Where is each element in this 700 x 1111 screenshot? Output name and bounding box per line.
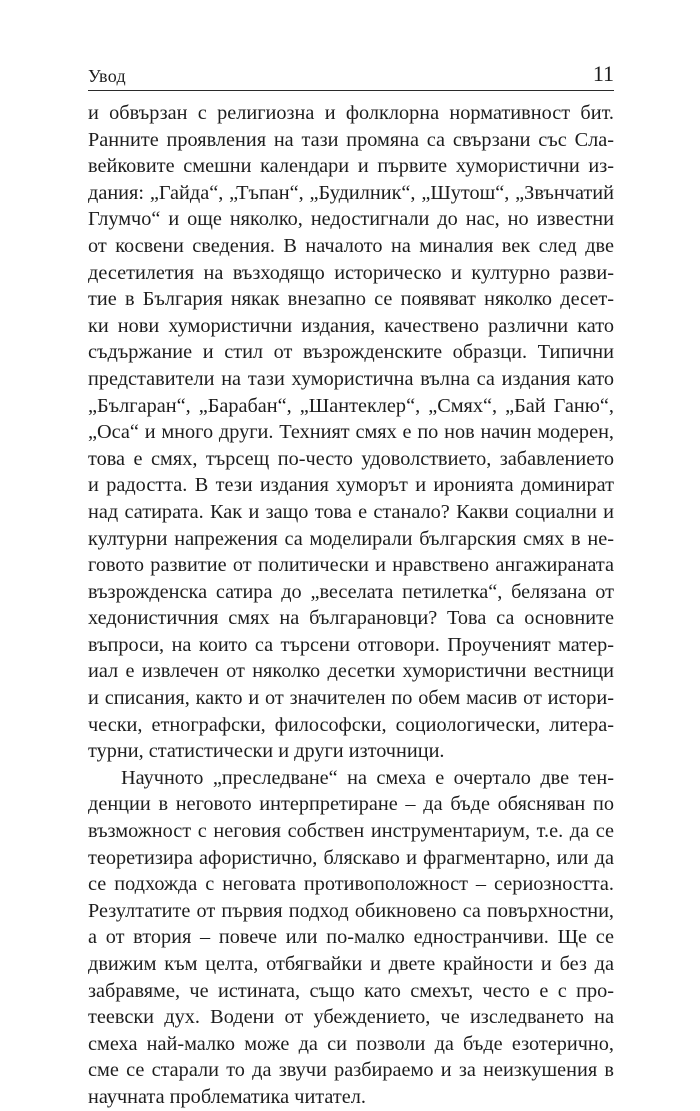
- text-line: от косвени сведения. В началото на миналия век след две: [88, 234, 614, 257]
- page-number: 11: [592, 61, 614, 86]
- text-line: представители на тази хумористична вълна са издания като: [88, 367, 614, 390]
- text-line: културни напрежения са моделирали българския смях в не-: [88, 527, 614, 550]
- text-line: възможност с неговия собствен инструментариум, т.е. да се: [88, 820, 614, 843]
- running-header: [88, 62, 614, 91]
- text-line: теевски дух. Водени от убеждението, че изследването на: [88, 1006, 614, 1029]
- text-line: говото развитие от политически и нравствено ангажираната: [88, 554, 614, 577]
- text-line: хедонистичния смях на българановци? Това са основните: [88, 607, 614, 630]
- text-line: денции в неговото интерпретиране – да бъде обясняван по: [88, 793, 614, 816]
- paragraph: [88, 765, 614, 1111]
- text-line: въпроси, на които са търсени отговори. Проученият матер-: [88, 633, 614, 656]
- text-line: и списания, както и от значителен по обем масив от истори-: [88, 687, 614, 710]
- text-line: смеха най-малко може да си позволи да бъде езотерично,: [88, 1032, 614, 1055]
- text-line: „Оса“ и много други. Техният смях е по нов начин модерен,: [88, 421, 614, 444]
- text-line: теоретизира афористично, бляскаво и фрагментарно, или да: [88, 846, 614, 869]
- text-line: и радостта. В тези издания хуморът и иронията доминират: [88, 474, 614, 497]
- text-line: сме се старали то да звучи разбираемо и за неизкушения в: [88, 1059, 614, 1082]
- text-line: тие в България някак внезапно се появяват няколко десет-: [88, 288, 614, 311]
- text-line: десетилетия на възходящо историческо и културно разви-: [88, 261, 614, 284]
- text-line: Ранните проявления на тази промяна са свързани със Сла-: [88, 128, 614, 151]
- text-line: над сатирата. Как и защо това е станало? Какви социални и: [88, 500, 614, 523]
- text-line: турни, статистически и други източници.: [88, 740, 445, 763]
- text-line: научната проблематика читател.: [88, 1085, 366, 1108]
- text-line: Глумчо“ и още няколко, недостигнали до нас, но известни: [88, 208, 614, 231]
- text-line: възрожденска сатира до „веселата петилетка“, белязана от: [88, 580, 614, 603]
- text-line: дания: „Гайда“, „Тъпан“, „Будилник“, „Шутош“, „Звънчатий: [88, 181, 614, 204]
- text-line: Научното „преследване“ на смеха е очертало две тен-: [121, 766, 614, 789]
- paragraph: [88, 100, 614, 765]
- text-line: забравяме, че истината, също като смехът, често е с про-: [88, 979, 614, 1002]
- text-line: Резултатите от първия подход обикновено са повърхностни,: [88, 899, 614, 922]
- text-line: това е смях, търсещ по-често удоволствието, забавлението: [88, 447, 614, 470]
- text-line: се подхожда с неговата противоположност – сериозността.: [88, 873, 614, 896]
- text-line: а от втория – повече или по-малко едностранчиви. Ще се: [88, 926, 614, 949]
- text-line: чески, етнографски, философски, социологически, литера-: [88, 713, 614, 736]
- text-line: ки нови хумористични издания, качествено различни като: [88, 314, 614, 337]
- text-line: и обвързан с религиозна и фолклорна нормативност бит.: [88, 102, 614, 124]
- section-title: Увод: [88, 66, 126, 86]
- text-line: иал е извлечен от няколко десетки хумористични вестници: [88, 660, 614, 683]
- text-line: „Българан“, „Барабан“, „Шантеклер“, „Смях“, „Бай Ганю“,: [88, 394, 614, 417]
- text-line: движим към целта, отбягвайки и двете крайности и без да: [88, 953, 614, 975]
- text-line: вейковите смешни календари и първите хумористични из-: [88, 155, 614, 178]
- text-line: съдържание и стил от възрожденските образци. Типични: [88, 341, 614, 364]
- body-text: [88, 100, 614, 1111]
